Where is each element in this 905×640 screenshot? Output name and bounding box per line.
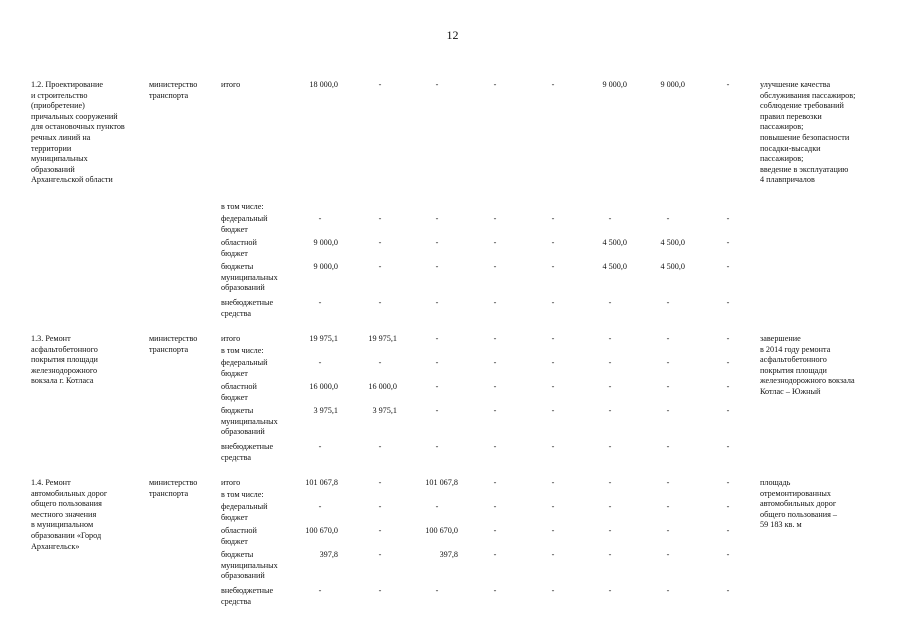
table-cell-value: - (435, 358, 439, 367)
table-cell-value: - (493, 442, 497, 451)
table-cell-value: - (318, 298, 322, 307)
item-result: завершение в 2014 году ремонта асфальтобетонного покрытия площади железнодорожного вокзала Котлас – Южный (760, 334, 855, 396)
funding-source-label: итого (221, 334, 241, 343)
table-cell-value: 16 000,0 (368, 382, 397, 391)
table-cell-value: - (493, 502, 497, 511)
table-cell-value: - (493, 80, 497, 89)
table-cell-value: - (551, 442, 555, 451)
table-cell-value: - (666, 550, 670, 559)
table-cell-value: 16 000,0 (309, 382, 338, 391)
table-cell-value: - (608, 358, 612, 367)
table-cell-value: - (435, 502, 439, 511)
table-cell-value: - (551, 238, 555, 247)
funding-source-label: федеральный бюджет (221, 214, 268, 234)
table-cell-value: - (726, 80, 730, 89)
table-cell-value: - (726, 550, 730, 559)
table-cell-value: - (666, 526, 670, 535)
table-cell-value: - (726, 358, 730, 367)
table-cell-value: - (726, 502, 730, 511)
table-cell-value: - (608, 526, 612, 535)
table-cell-value: 3 975,1 (313, 406, 338, 415)
table-cell-value: - (666, 502, 670, 511)
table-cell-value: - (318, 358, 322, 367)
table-cell-value: 100 670,0 (305, 526, 338, 535)
table-cell-value: - (378, 526, 382, 535)
item-executor: министерство транспорта (149, 334, 198, 354)
table-cell-value: - (435, 586, 439, 595)
table-cell-value: - (666, 298, 670, 307)
table-cell-value: - (666, 358, 670, 367)
table-cell-value: - (726, 262, 730, 271)
table-cell-value: - (493, 526, 497, 535)
table-cell-value: - (726, 406, 730, 415)
table-cell-value: - (726, 334, 730, 343)
table-cell-value: 9 000,0 (313, 262, 338, 271)
table-cell-value: - (551, 502, 555, 511)
table-cell-value: - (551, 358, 555, 367)
table-cell-value: 18 000,0 (309, 80, 338, 89)
table-cell-value: - (493, 586, 497, 595)
table-cell-value: - (378, 262, 382, 271)
funding-source-label: в том числе: (221, 346, 264, 355)
funding-source-label: в том числе: (221, 202, 264, 211)
item-result: площадь отремонтированных автомобильных дорог общего пользования – 59 183 кв. м (760, 478, 838, 530)
table-cell-value: - (378, 358, 382, 367)
table-cell-value: - (726, 586, 730, 595)
table-cell-value: - (551, 382, 555, 391)
funding-source-label: федеральный бюджет (221, 502, 268, 522)
table-cell-value: - (435, 298, 439, 307)
funding-source-label: областной бюджет (221, 526, 257, 546)
table-cell-value: - (378, 80, 382, 89)
table-cell-value: - (378, 442, 382, 451)
table-cell-value: - (608, 550, 612, 559)
table-cell-value: 101 067,8 (425, 478, 458, 487)
table-cell-value: - (378, 586, 382, 595)
funding-source-label: областной бюджет (221, 238, 257, 258)
table-cell-value: - (666, 442, 670, 451)
table-cell-value: - (551, 478, 555, 487)
page-number: 12 (446, 28, 459, 42)
table-cell-value: - (493, 262, 497, 271)
table-cell-value: - (726, 442, 730, 451)
table-cell-value: - (726, 214, 730, 223)
table-cell-value: - (608, 214, 612, 223)
table-cell-value: - (378, 298, 382, 307)
table-cell-value: - (551, 334, 555, 343)
table-cell-value: - (493, 550, 497, 559)
table-cell-value: - (493, 358, 497, 367)
table-cell-value: 397,8 (439, 550, 458, 559)
funding-source-label: бюджеты муниципальных образований (221, 406, 278, 437)
funding-source-label: внебюджетные средства (221, 442, 274, 462)
table-cell-value: - (318, 502, 322, 511)
table-cell-value: - (551, 298, 555, 307)
table-cell-value: - (666, 334, 670, 343)
item-description: 1.2. Проектирование и строительство (приобретение) причальных сооружений для остановочных пунктов речных линий на территории муниципальных образований Архангельской области (31, 80, 125, 185)
funding-source-label: внебюджетные средства (221, 586, 274, 606)
table-cell-value: - (551, 586, 555, 595)
table-cell-value: 101 067,8 (305, 478, 338, 487)
table-cell-value: - (608, 382, 612, 391)
item-executor: министерство транспорта (149, 80, 198, 100)
table-cell-value: - (435, 214, 439, 223)
table-cell-value: 4 500,0 (660, 262, 685, 271)
table-cell-value: 9 000,0 (660, 80, 685, 89)
table-cell-value: - (435, 262, 439, 271)
table-cell-value: - (551, 214, 555, 223)
table-cell-value: - (666, 478, 670, 487)
table-cell-value: - (435, 442, 439, 451)
table-cell-value: - (493, 298, 497, 307)
table-cell-value: - (493, 406, 497, 415)
item-description: 1.4. Ремонт автомобильных дорог общего пользования местного значения в муниципальном образовании «Город Архангельск» (31, 478, 108, 551)
table-cell-value: 100 670,0 (425, 526, 458, 535)
table-cell-value: - (551, 550, 555, 559)
table-cell-value: - (726, 298, 730, 307)
table-cell-value: - (726, 478, 730, 487)
item-executor: министерство транспорта (149, 478, 198, 498)
table-cell-value: 4 500,0 (602, 238, 627, 247)
table-cell-value: - (493, 214, 497, 223)
table-cell-value: - (318, 586, 322, 595)
table-cell-value: - (726, 238, 730, 247)
table-cell-value: - (666, 382, 670, 391)
table-cell-value: - (378, 502, 382, 511)
table-cell-value: - (318, 442, 322, 451)
table-cell-value: - (435, 238, 439, 247)
table-cell-value: - (726, 382, 730, 391)
table-cell-value: - (551, 80, 555, 89)
funding-source-label: областной бюджет (221, 382, 257, 402)
table-cell-value: - (435, 406, 439, 415)
funding-source-label: в том числе: (221, 490, 264, 499)
funding-source-label: бюджеты муниципальных образований (221, 550, 278, 581)
table-cell-value: - (608, 478, 612, 487)
table-cell-value: 397,8 (319, 550, 338, 559)
table-cell-value: - (435, 334, 439, 343)
table-cell-value: - (666, 214, 670, 223)
table-cell-value: 19 975,1 (368, 334, 397, 343)
table-cell-value: - (608, 334, 612, 343)
table-cell-value: - (551, 262, 555, 271)
table-cell-value: - (666, 586, 670, 595)
table-cell-value: 4 500,0 (602, 262, 627, 271)
table-cell-value: 3 975,1 (372, 406, 397, 415)
table-cell-value: - (493, 382, 497, 391)
table-cell-value: - (378, 238, 382, 247)
table-cell-value: - (666, 406, 670, 415)
table-cell-value: - (608, 406, 612, 415)
table-cell-value: - (551, 406, 555, 415)
table-cell-value: - (493, 478, 497, 487)
table-cell-value: - (608, 502, 612, 511)
table-cell-value: - (318, 214, 322, 223)
table-cell-value: 4 500,0 (660, 238, 685, 247)
table-cell-value: - (378, 550, 382, 559)
table-cell-value: 9 000,0 (602, 80, 627, 89)
table-cell-value: 9 000,0 (313, 238, 338, 247)
table-cell-value: - (378, 214, 382, 223)
funding-source-label: бюджеты муниципальных образований (221, 262, 278, 293)
table-cell-value: - (378, 478, 382, 487)
table-cell-value: - (551, 526, 555, 535)
funding-source-label: итого (221, 80, 241, 89)
table-cell-value: - (608, 586, 612, 595)
table-cell-value: - (726, 526, 730, 535)
table-cell-value: - (435, 382, 439, 391)
funding-source-label: федеральный бюджет (221, 358, 268, 378)
table-cell-value: - (608, 298, 612, 307)
item-result: улучшение качества обслуживания пассажиров; соблюдение требований правил перевозки пассажиров; повышение безопасности посадки-высадки пассажиров; введение в эксплуатацию 4 плавпричалов (760, 80, 856, 185)
table-cell-value: - (493, 238, 497, 247)
table-cell-value: - (608, 442, 612, 451)
table-cell-value: - (435, 80, 439, 89)
table-cell-value: - (493, 334, 497, 343)
funding-source-label: внебюджетные средства (221, 298, 274, 318)
table-cell-value: 19 975,1 (309, 334, 338, 343)
funding-source-label: итого (221, 478, 241, 487)
item-description: 1.3. Ремонт асфальтобетонного покрытия площади железнодорожного вокзала г. Котласа (31, 334, 98, 386)
